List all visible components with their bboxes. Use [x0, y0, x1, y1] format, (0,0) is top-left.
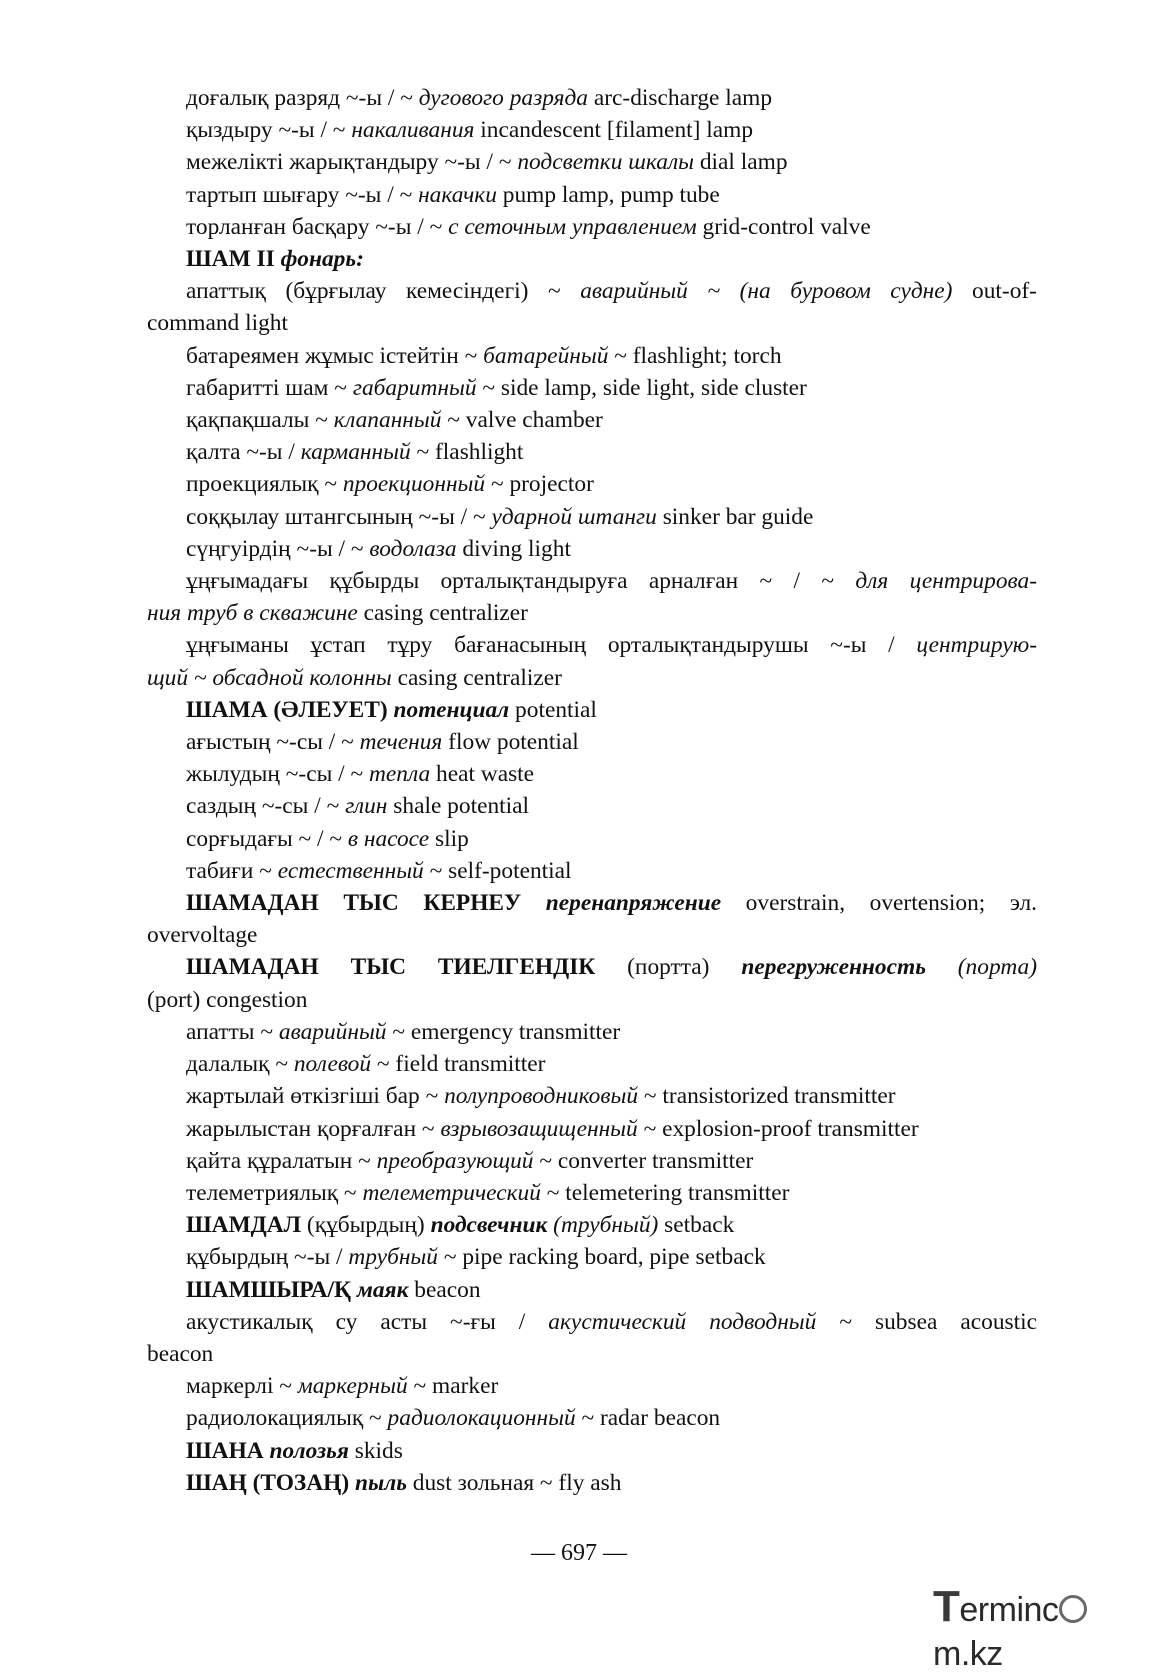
russian-term: габаритный	[352, 374, 477, 401]
entry-text: ~ marker	[407, 1373, 499, 1400]
headword: пыль	[354, 1469, 407, 1496]
entry-text: телеметриялық ~	[186, 1179, 363, 1206]
entry-text: beacon	[147, 1340, 214, 1367]
entry-text: саздың ~-сы / ~	[186, 793, 346, 820]
entry-text: ~ flashlight	[410, 439, 524, 466]
logo-text-part2: c	[1041, 1591, 1059, 1629]
russian-term: полупроводниковый	[444, 1083, 639, 1110]
dictionary-line	[147, 1209, 1037, 1241]
logo-circle-icon	[1059, 1595, 1087, 1623]
russian-term: проекционный	[342, 471, 486, 498]
entry-text: тартып шығару ~-ы / ~	[186, 181, 419, 208]
entry-text: жарылыстан қорғалған ~	[186, 1115, 441, 1142]
entry-text: casing centralizer	[391, 664, 562, 691]
entry-text: апаттық (бұрғылау кемесіндегі) ~	[186, 278, 581, 305]
entry-text: pump lamp, pump tube	[496, 181, 720, 208]
logo-letter-t: T	[933, 1582, 960, 1631]
dictionary-line	[147, 1338, 1037, 1370]
russian-term: дугового разряда	[418, 85, 589, 111]
entry-text: далалық ~	[186, 1051, 294, 1078]
dictionary-line	[147, 82, 1037, 114]
headword: ШАМА (ӘЛЕУЕТ)	[186, 696, 394, 723]
russian-term: (трубный)	[553, 1212, 659, 1239]
entry-text: out-of-	[952, 278, 1037, 305]
entry-text: sinker bar guide	[656, 503, 814, 530]
dictionary-line	[147, 662, 1037, 694]
dictionary-line	[147, 1402, 1037, 1434]
dictionary-line	[147, 629, 1037, 661]
dictionary-line	[147, 372, 1037, 404]
entry-text: (портта)	[595, 954, 742, 981]
russian-term: ударной штанги	[491, 503, 657, 530]
dictionary-line	[147, 436, 1037, 468]
entry-text: ~ converter transmitter	[533, 1147, 754, 1174]
entry-text: қалта ~-ы /	[186, 439, 301, 466]
entry-text: overstrain, overtension; эл.	[721, 890, 1037, 917]
entry-text: доғалық разряд ~-ы / ~	[186, 85, 419, 111]
entry-text: heat waste	[430, 761, 535, 788]
russian-term: полевой	[293, 1051, 372, 1078]
headword: маяк	[356, 1276, 409, 1303]
russian-term: трубный	[348, 1244, 438, 1271]
dictionary-line	[147, 1016, 1037, 1048]
dictionary-line	[147, 1467, 1037, 1499]
headword: ШАНА	[186, 1437, 270, 1464]
russian-term: взрывозащищенный	[440, 1115, 638, 1142]
entry-text: габаритті шам ~	[186, 374, 353, 401]
entry-text: қақпақшалы ~	[186, 407, 334, 434]
dictionary-line	[147, 146, 1037, 178]
headword: подсвечник	[430, 1212, 548, 1239]
headword: ШАМ II	[186, 246, 281, 273]
headword: ШАМШЫРА/Қ	[186, 1276, 357, 1303]
dictionary-line	[147, 1113, 1037, 1145]
headword: перегруженность	[741, 954, 926, 981]
russian-term: батарейный	[483, 342, 609, 369]
entry-text: ~ field transmitter	[371, 1051, 546, 1078]
dictionary-line	[147, 533, 1037, 565]
dictionary-line	[147, 1080, 1037, 1112]
russian-term: с сеточным управлением	[448, 213, 697, 240]
entry-text: beacon	[408, 1276, 481, 1303]
entry-text: diving light	[456, 535, 571, 562]
dictionary-line	[147, 243, 1037, 275]
entry-text: межелікті жарықтандыру ~-ы / ~	[186, 149, 518, 176]
dictionary-line	[147, 340, 1037, 372]
russian-term: щий ~ обсадной колонны	[147, 664, 392, 691]
russian-term: центрирую-	[916, 632, 1037, 659]
entry-text: қайта құралатын ~	[186, 1147, 377, 1174]
entry-text: апатты ~	[186, 1018, 279, 1045]
dictionary-line	[147, 823, 1037, 855]
entry-text: ~ radar beacon	[575, 1405, 721, 1432]
entry-text: маркерлі ~	[186, 1373, 298, 1400]
entry-text: dust зольная ~ fly ash	[406, 1469, 622, 1496]
entry-text	[720, 278, 740, 304]
russian-term: глин	[345, 793, 388, 820]
dictionary-line	[147, 275, 1037, 307]
headword: ШАҢ (ТОЗАҢ)	[186, 1469, 355, 1496]
russian-term: ния труб в скважине	[147, 600, 358, 627]
entry-text: ~ projector	[485, 471, 594, 498]
entry-text: setback	[658, 1212, 735, 1239]
dictionary-line	[147, 1177, 1037, 1209]
entry-text: ұңғымадағы құбырды орталықтандыруға арналған ~ / ~	[186, 568, 856, 595]
headword: полозья	[269, 1437, 349, 1464]
russian-term: преобразующий	[376, 1147, 534, 1174]
entry-text: ұңғыманы ұстап тұру бағанасының орталықтандырушы ~-ы /	[186, 632, 917, 659]
dictionary-line	[147, 790, 1037, 822]
entry-text: ~ emergency transmitter	[386, 1018, 621, 1045]
logo-text-part1: ermin	[959, 1591, 1042, 1629]
entry-text: skids	[348, 1437, 403, 1464]
dictionary-line	[147, 919, 1037, 951]
entry-text: ағыстың ~-сы / ~	[186, 729, 360, 756]
entry-text: ~ flashlight; torch	[608, 342, 782, 369]
dictionary-line	[147, 758, 1037, 790]
russian-term: естественный	[277, 857, 424, 884]
dictionary-line	[147, 179, 1037, 211]
entry-text: ~ transistorized transmitter	[638, 1083, 896, 1110]
entry-text: сорғыдағы ~ / ~	[186, 825, 348, 852]
entry-text: ~ subsea acoustic	[816, 1308, 1038, 1335]
entry-text: (port) congestion	[147, 986, 308, 1013]
dictionary-line	[147, 211, 1037, 243]
entry-text: overvoltage	[147, 922, 258, 949]
dictionary-line	[147, 114, 1037, 146]
entry-text: соққылау штангсының ~-ы / ~	[186, 503, 492, 530]
dictionary-line	[147, 468, 1037, 500]
entry-text: potential	[509, 696, 597, 723]
dictionary-line	[147, 984, 1037, 1016]
entry-text: жартылай өткізгіші бар ~	[186, 1083, 445, 1110]
entry-text: ~ explosion-proof transmitter	[637, 1115, 919, 1142]
logo-text-part3: m.kz	[933, 1635, 1003, 1673]
dictionary-line	[147, 1145, 1037, 1177]
entry-text: command light	[147, 310, 288, 337]
entry-text: incandescent [filament] lamp	[474, 117, 754, 144]
russian-term: накаливания	[351, 117, 475, 144]
entry-text: торланған басқару ~-ы / ~	[186, 213, 449, 240]
entry-text: shale potential	[387, 793, 530, 820]
entry-text: сүңгуірдің ~-ы / ~	[186, 535, 370, 562]
entry-text: flow potential	[442, 729, 579, 756]
russian-term: тепла	[369, 761, 431, 788]
entry-text: arc-discharge lamp	[588, 85, 773, 111]
dictionary-line	[147, 951, 1037, 983]
entry-text: құбырдың ~-ы /	[186, 1244, 349, 1271]
russian-term: подсветки шкалы	[517, 149, 694, 176]
russian-term: для центрирова-	[855, 568, 1037, 595]
termincom-logo	[933, 1582, 1148, 1673]
russian-term: накачки	[418, 181, 497, 208]
dictionary-line	[147, 694, 1037, 726]
dictionary-line	[147, 1274, 1037, 1306]
headword: фонарь:	[280, 246, 364, 273]
dictionary-line	[147, 1048, 1037, 1080]
dictionary-line	[147, 887, 1037, 919]
russian-term: течения	[359, 729, 443, 756]
dictionary-line	[147, 1306, 1037, 1338]
entry-text: ~ self-potential	[423, 857, 572, 884]
headword: ШАМДАЛ	[186, 1212, 302, 1239]
russian-term: аварийный ~	[580, 278, 721, 305]
dictionary-page-body	[147, 82, 1037, 1499]
entry-text: ~ valve chamber	[441, 407, 603, 434]
headword: перенапряжение	[545, 890, 722, 917]
entry-text: батареямен жұмыс істейтін ~	[186, 342, 484, 369]
russian-term: карманный	[300, 439, 411, 466]
dictionary-line	[147, 565, 1037, 597]
russian-term: телеметрический	[362, 1179, 541, 1206]
dictionary-line	[147, 597, 1037, 629]
russian-term: водолаза	[369, 535, 457, 562]
headword: потенциал	[393, 696, 510, 723]
entry-text: проекциялық ~	[186, 471, 343, 498]
entry-text: casing centralizer	[357, 600, 528, 627]
dictionary-line	[147, 855, 1037, 887]
entry-text: (құбырдың)	[301, 1212, 431, 1239]
dictionary-line	[147, 307, 1037, 339]
page-number: — 697 —	[531, 1540, 627, 1566]
dictionary-line	[147, 1241, 1037, 1273]
entry-text: қыздыру ~-ы / ~	[186, 117, 352, 144]
dictionary-line	[147, 1370, 1037, 1402]
russian-term: маркерный	[297, 1373, 408, 1400]
entry-text: dial lamp	[694, 149, 788, 176]
entry-text: акустикалық су асты ~-ғы /	[186, 1308, 549, 1335]
entry-text	[926, 954, 958, 980]
dictionary-line	[147, 1435, 1037, 1467]
headword: ШАМАДАН ТЫС ТИЕЛГЕНДІК	[186, 954, 596, 981]
entry-text: радиолокациялық ~	[186, 1405, 388, 1432]
russian-term: аварийный	[278, 1018, 387, 1045]
entry-text: ~ telemetering transmitter	[540, 1179, 790, 1206]
russian-term: радиолокационный	[387, 1405, 576, 1432]
dictionary-line	[147, 501, 1037, 533]
russian-term: клапанный	[333, 407, 442, 434]
russian-term: акустический подводный	[548, 1308, 817, 1335]
russian-term: (порта)	[957, 954, 1037, 981]
entry-text: ~ pipe racking board, pipe setback	[437, 1244, 766, 1271]
russian-term: в насосе	[347, 825, 430, 852]
dictionary-line	[147, 404, 1037, 436]
dictionary-line	[147, 726, 1037, 758]
headword: ШАМАДАН ТЫС КЕРНЕУ	[186, 890, 546, 917]
entry-text: ~ side lamp, side light, side cluster	[476, 374, 807, 401]
entry-text: grid-control valve	[696, 213, 871, 240]
russian-term: (на буровом судне)	[739, 278, 953, 305]
entry-text: жылудың ~-сы / ~	[186, 761, 369, 788]
entry-text: табиғи ~	[186, 857, 278, 884]
entry-text: slip	[429, 825, 469, 852]
